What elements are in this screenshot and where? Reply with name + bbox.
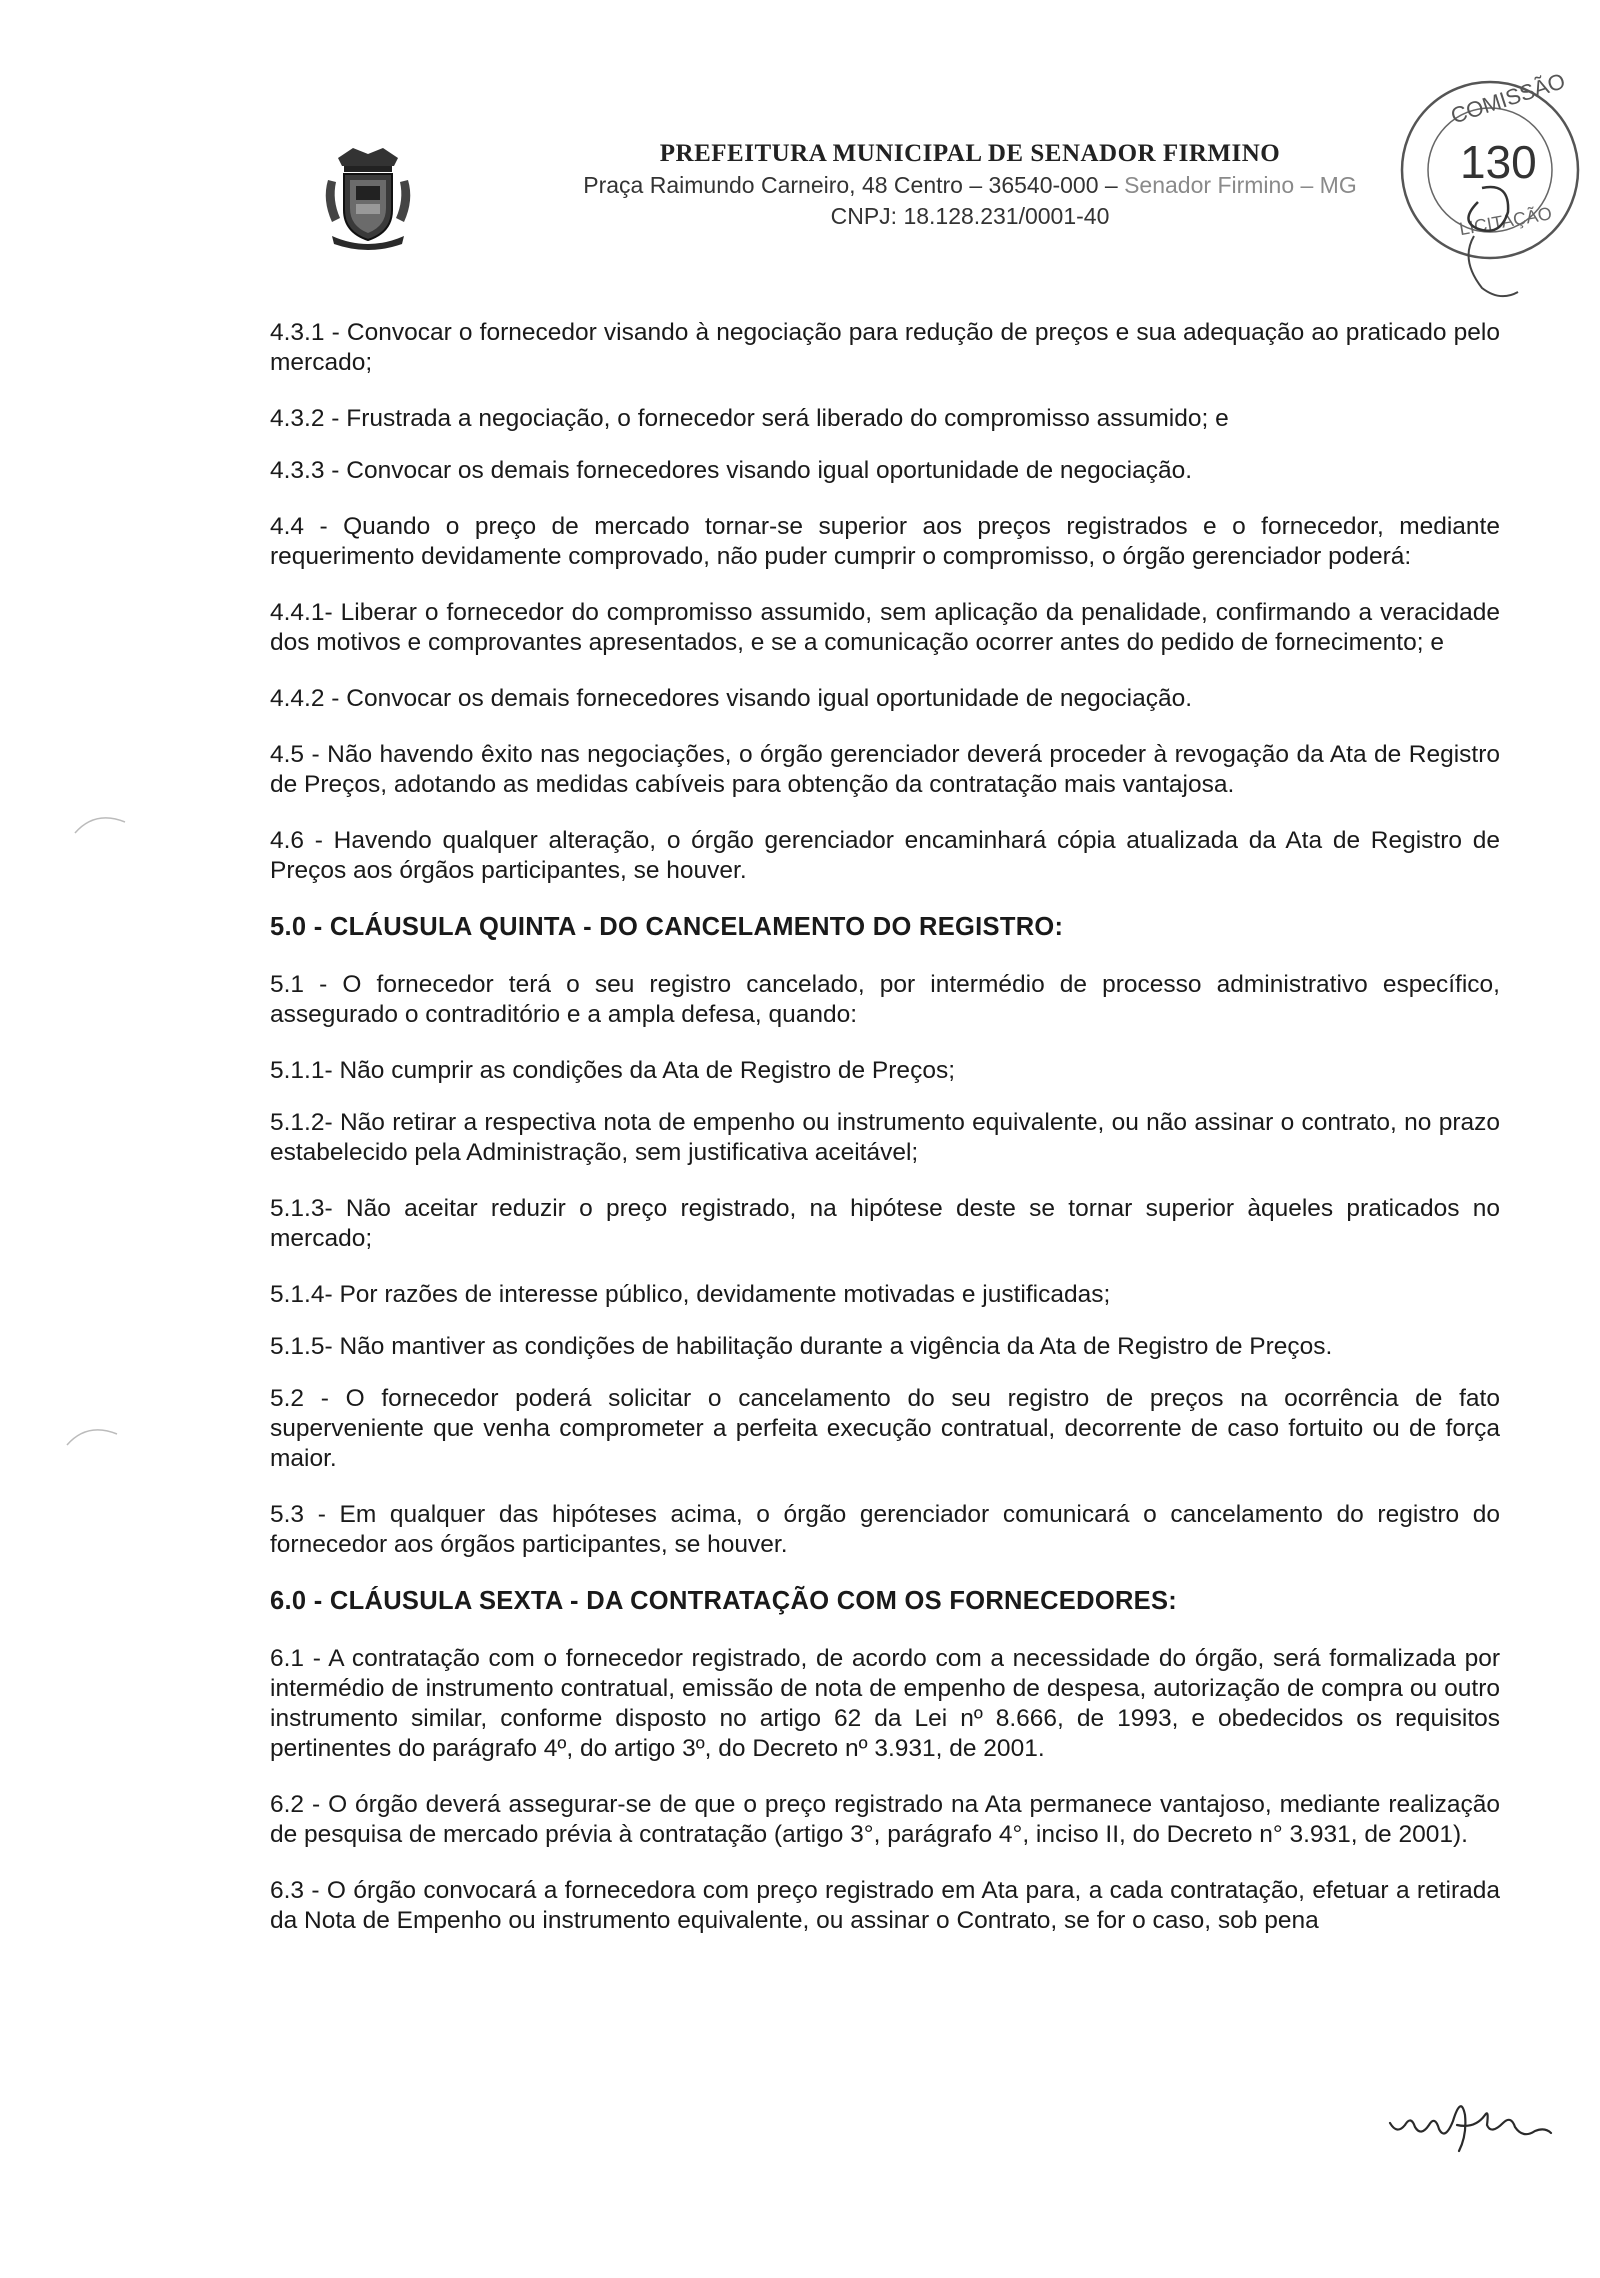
- paragraph: 4.3.2 - Frustrada a negociação, o fornecedor será liberado do compromisso assumido; e: [270, 405, 1229, 432]
- paragraph: 4.6 - Havendo qualquer alteração, o órgão gerenciador encaminhará cópia atualizada da Ata de Registro de Preços aos órgãos participantes, se houver.: [270, 827, 1500, 884]
- paragraph: 5.1.5- Não mantiver as condições de habilitação durante a vigência da Ata de Registro de Preços.: [270, 1333, 1333, 1360]
- paragraph: 5.1 - O fornecedor terá o seu registro cancelado, por intermédio de processo administrativo específico, assegurado o contraditório e a ampla defesa, quando:: [270, 971, 1500, 1028]
- paragraph: 5.2 - O fornecedor poderá solicitar o cancelamento do seu registro de preços na ocorrência de fato superveniente que venha comprometer a perfeita execução contratual, decorrente de caso fortuito ou de força maior.: [270, 1385, 1500, 1472]
- scan-mark: [62, 1420, 122, 1450]
- section-heading: 5.0 - CLÁUSULA QUINTA - DO CANCELAMENTO DO REGISTRO:: [270, 913, 1064, 941]
- paragraph: 6.3 - O órgão convocará a fornecedora com preço registrado em Ata para, a cada contratação, efetuar a retirada da Nota de Empenho ou instrumento equivalente, ou assinar o Contrato, se for o caso, sob pena: [270, 1877, 1500, 1934]
- paragraph: 6.2 - O órgão deverá assegurar-se de que o preço registrado na Ata permanece vantajoso, mediante realização de pesquisa de mercado prévia à contratação (artigo 3°, parágrafo 4°, inciso II, do Decreto n° 3.931, de 2001).: [270, 1791, 1500, 1848]
- paragraph: 5.1.2- Não retirar a respectiva nota de empenho ou instrumento equivalente, ou não assinar o contrato, no prazo estabelecido pela Administração, sem justificativa aceitável;: [270, 1109, 1500, 1166]
- paragraph: 5.1.3- Não aceitar reduzir o preço registrado, na hipótese deste se tornar superior àqueles praticados no mercado;: [270, 1195, 1500, 1252]
- paragraph: 4.4.2 - Convocar os demais fornecedores visando igual oportunidade de negociação.: [270, 685, 1193, 712]
- stamp-bottom-text: LICITAÇÃO: [1457, 203, 1554, 240]
- paragraph: 4.3.1 - Convocar o fornecedor visando à negociação para redução de preços e sua adequação ao praticado pelo mercado;: [270, 319, 1500, 376]
- paragraph: 5.1.4- Por razões de interesse público, devidamente motivadas e justificadas;: [270, 1281, 1111, 1308]
- paragraph: 4.3.3 - Convocar os demais fornecedores visando igual oportunidade de negociação.: [270, 457, 1193, 484]
- paragraph: 5.1.1- Não cumprir as condições da Ata de Registro de Preços;: [270, 1057, 955, 1084]
- letterhead-title: PREFEITURA MUNICIPAL DE SENADOR FIRMINO: [659, 140, 1281, 167]
- commission-stamp: [1390, 60, 1590, 310]
- letterhead-address: [520, 172, 1420, 199]
- scan-mark: [70, 808, 130, 838]
- paragraph: 5.3 - Em qualquer das hipóteses acima, o órgão gerenciador comunicará o cancelamento do registro do fornecedor aos órgãos participantes, se houver.: [270, 1501, 1500, 1558]
- paragraph: 4.5 - Não havendo êxito nas negociações, o órgão gerenciador deverá proceder à revogação da Ata de Registro de Preços, adotando as medidas cabíveis para obtenção da contratação mais vantajosa.: [270, 741, 1500, 798]
- letterhead-address-main: Praça Raimundo Carneiro, 48 Centro – 36540-000 –: [583, 172, 1118, 198]
- letterhead: [520, 140, 1420, 230]
- stamp-number: 130: [1460, 136, 1537, 188]
- letterhead-cnpj: CNPJ: 18.128.231/0001-40: [830, 203, 1110, 229]
- stamp-top-text: COMISSÃO: [1447, 68, 1569, 129]
- paragraph: 4.4.1- Liberar o fornecedor do compromisso assumido, sem aplicação da penalidade, confirmando a veracidade dos motivos e comprovantes apresentados, e se a comunicação ocorrer antes do pedido de fornecimento; e: [270, 599, 1500, 656]
- paragraph: 4.4 - Quando o preço de mercado tornar-se superior aos preços registrados e o fornecedor, mediante requerimento devidamente comprovado, não puder cumprir o compromisso, o órgão gerenciador poderá:: [270, 513, 1500, 570]
- signature-initials: [1385, 2085, 1555, 2155]
- municipal-crest-icon: [318, 140, 418, 250]
- paragraph: 6.1 - A contratação com o fornecedor registrado, de acordo com a necessidade do órgão, será formalizada por intermédio de instrumento contratual, emissão de nota de empenho de despesa, autorização de compra ou outro instrumento similar, conforme disposto no artigo 62 da Lei nº 8.666, de 1993, e obedecidos os requisitos pertinentes do parágrafo 4º, do artigo 3º, do Decreto nº 3.931, de 2001.: [270, 1645, 1500, 1762]
- document-body: [270, 318, 1500, 1962]
- section-heading: 6.0 - CLÁUSULA SEXTA - DA CONTRATAÇÃO COM OS FORNECEDORES:: [270, 1587, 1178, 1615]
- letterhead-address-city: Senador Firmino – MG: [1124, 172, 1357, 198]
